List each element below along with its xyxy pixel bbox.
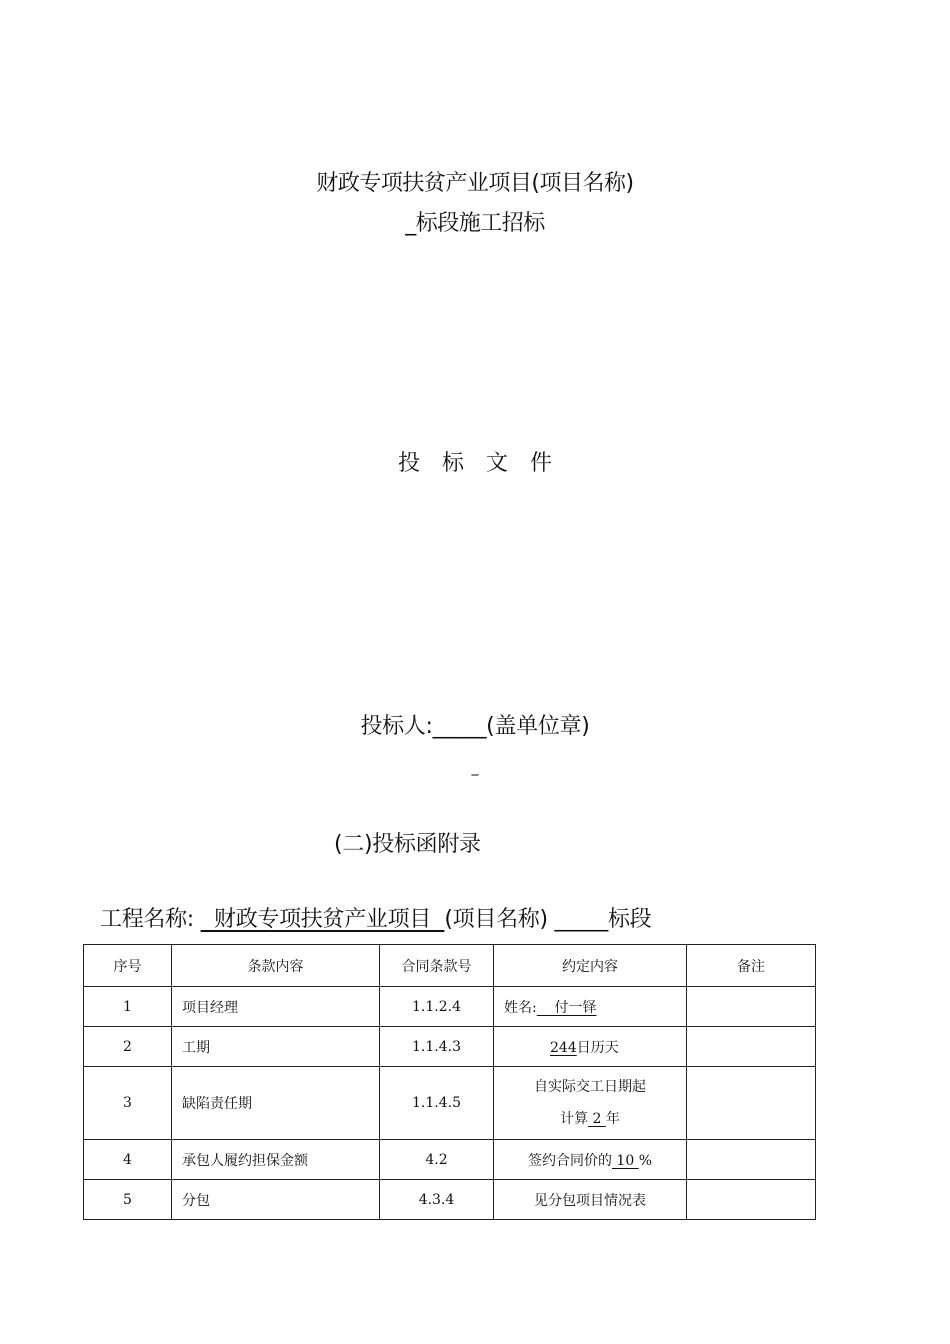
cell-note xyxy=(687,1140,816,1180)
agreed-prefix: 签约合同价的 xyxy=(527,1152,612,1169)
cell-item: 工期 xyxy=(172,1027,380,1067)
cell-clause: 4.3.4 xyxy=(380,1180,494,1220)
dash-mark: _ xyxy=(471,760,479,776)
cover-title-line2: _标段施工招标 xyxy=(405,211,545,236)
agreed-value: 244 xyxy=(550,1039,577,1056)
agreed-value: 10 xyxy=(611,1152,639,1169)
agreed-value: 付一铎 xyxy=(536,999,597,1016)
bidder-seal: (盖单位章) xyxy=(486,714,590,739)
table-row xyxy=(84,1180,816,1220)
cell-item: 缺陷责任期 xyxy=(172,1067,380,1140)
cell-no: 2 xyxy=(84,1027,172,1067)
project-name: 财政专项扶贫产业项目 xyxy=(200,907,445,932)
agreed-suffix: % xyxy=(638,1152,653,1169)
agreed-suffix: 年 xyxy=(605,1111,620,1127)
header-no: 序号 xyxy=(84,945,172,987)
agreed-suffix: 日历天 xyxy=(576,1039,619,1056)
agreed-prefix: 姓名: xyxy=(504,999,537,1016)
header-note: 备注 xyxy=(687,945,816,987)
cell-agreed xyxy=(494,987,687,1027)
cell-note xyxy=(687,1180,816,1220)
cell-note xyxy=(687,1027,816,1067)
bidder-line xyxy=(0,709,950,740)
cell-item: 分包 xyxy=(172,1180,380,1220)
table-row xyxy=(84,987,816,1027)
cell-no: 1 xyxy=(84,987,172,1027)
appendix-heading: (二)投标函附录 xyxy=(334,832,481,857)
header-item: 条款内容 xyxy=(172,945,380,987)
document-type-title: 投标文件 xyxy=(397,451,574,476)
appendix-table xyxy=(83,944,816,1220)
table-row xyxy=(84,1067,816,1140)
agreed-prefix: 计算 xyxy=(560,1111,589,1127)
table-row xyxy=(84,1027,816,1067)
cell-note xyxy=(687,1067,816,1140)
header-clause: 合同条款号 xyxy=(380,945,494,987)
header-agreed: 约定内容 xyxy=(494,945,687,987)
bidder-label: 投标人: xyxy=(360,714,433,739)
cell-note xyxy=(687,987,816,1027)
bidder-blank: _____ xyxy=(432,714,487,739)
cell-agreed xyxy=(494,1140,687,1180)
project-label: 工程名称: xyxy=(100,907,201,932)
cell-no: 4 xyxy=(84,1140,172,1180)
project-suffix: (项目名称) xyxy=(444,907,555,932)
cell-agreed xyxy=(494,1067,687,1140)
cover-title-line1: 财政专项扶贫产业项目(项目名称) xyxy=(316,171,634,196)
project-name-line xyxy=(100,902,651,933)
agreed-line2 xyxy=(504,1103,676,1135)
cell-no: 3 xyxy=(84,1067,172,1140)
table-header-row xyxy=(84,945,816,987)
cell-agreed xyxy=(494,1027,687,1067)
cell-item: 项目经理 xyxy=(172,987,380,1027)
agreed-line1: 自实际交工日期起 xyxy=(534,1079,646,1095)
cell-no: 5 xyxy=(84,1180,172,1220)
agreed-value: 2 xyxy=(588,1111,606,1127)
table-row xyxy=(84,1140,816,1180)
cell-item: 承包人履约担保金额 xyxy=(172,1140,380,1180)
section-label: 标段 xyxy=(607,907,652,932)
cell-clause: 1.1.4.3 xyxy=(380,1027,494,1067)
cell-clause: 4.2 xyxy=(380,1140,494,1180)
cell-clause: 1.1.2.4 xyxy=(380,987,494,1027)
cell-agreed: 见分包项目情况表 xyxy=(494,1180,687,1220)
cell-clause: 1.1.4.5 xyxy=(380,1067,494,1140)
section-blank: _____ xyxy=(554,907,608,932)
